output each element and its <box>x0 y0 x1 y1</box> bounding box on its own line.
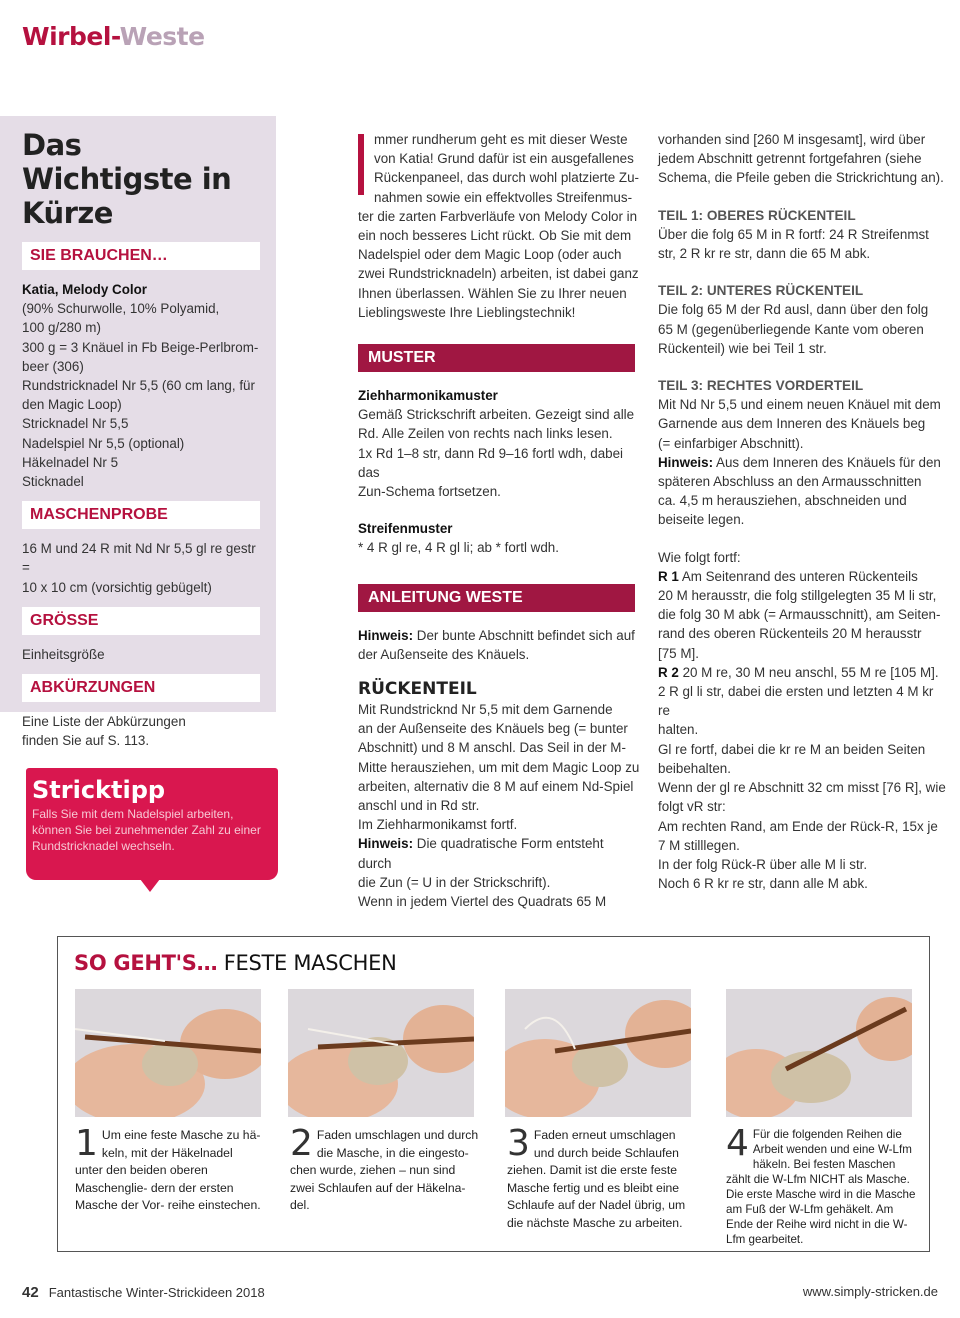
text-line: zwei Rundstricknadeln) arbeiten, ist dabei ganz <box>358 266 639 282</box>
step-text: Um eine feste Masche zu hä- keln, mit der Häkelnadel unter den beiden oberen Maschenglie- dern der ersten Masche der Vor- reihe einstechen. <box>75 1128 261 1212</box>
text-line: Schema, die Pfeile geben die Strickrichtung an). <box>658 170 944 186</box>
howto-title-red: SO GEHT'S… <box>74 951 218 975</box>
info-section <box>22 242 260 491</box>
hinweis-label: Hinweis: <box>658 454 714 470</box>
info-box <box>0 116 276 749</box>
text-line: Wenn der gl re Abschnitt 32 cm misst [76 R], wie <box>658 780 946 796</box>
crochet-photo-3 <box>505 989 691 1117</box>
footer-left <box>22 1284 265 1301</box>
text-line: Rückenteil) wie bei Teil 1 str. <box>658 340 827 356</box>
anleitung-hinweis <box>358 626 640 664</box>
teil2-text <box>658 300 948 358</box>
text-line: beiseite legen. <box>658 512 745 528</box>
streifenmuster-heading: Streifenmuster <box>358 521 453 537</box>
info-line: 16 M und 24 R mit Nd Nr 5,5 gl re gestr = <box>22 541 256 576</box>
rows-instructions <box>658 548 948 894</box>
text-line: späteren Abschluss an den Armausschnitten <box>658 474 922 490</box>
text-line: Ihnen überlassen. Wählen Sie zu Ihrer neuen <box>358 285 627 301</box>
text-line: Lieblingsweste Ihre Lieblingstechnik! <box>358 304 576 320</box>
text-line: 20 M re, 30 M neu anschl, 55 M re [105 M]. <box>678 664 939 680</box>
page-number: 42 <box>22 1284 39 1301</box>
info-section <box>22 501 260 597</box>
rueckenteil-heading: RÜCKENTEIL <box>358 679 477 700</box>
text-line: str, 2 R kr re str, dann die 65 M abk. <box>658 246 871 262</box>
text-line: Wenn in jedem Viertel des Quadrats 65 M <box>358 894 607 910</box>
teil1-heading: TEIL 1: OBERES RÜCKENTEIL <box>658 207 856 223</box>
text-line: Die folg 65 M der Rd ausl, dann über den folg <box>658 302 929 318</box>
text-line: nahmen sowie ein effektvolles Streifenmus- <box>374 189 633 205</box>
text-line: Nadelspiel oder dem Magic Loop (oder auch <box>358 247 622 263</box>
text-line: (= einfarbiger Abschnitt). <box>658 435 804 451</box>
text-line: Die quadratische Form entsteht durch <box>358 836 604 871</box>
text-line: von Katia! Grund dafür ist ein ausgefallenes <box>374 151 634 167</box>
text-line: Aus dem Inneren des Knäuels für den <box>713 454 941 470</box>
step-text: Faden umschlagen und durch die Masche, in die eingesto- chen wurde, ziehen – nun sind zwei Schlaufen auf der Häkelna- del. <box>290 1128 479 1212</box>
text-line: an der Außenseite des Knäuels beg (= bunter <box>358 721 628 737</box>
footer-url[interactable]: www.simply-stricken.de <box>802 1284 938 1299</box>
text-line: In der folg Rück-R über alle M li str. <box>658 856 868 872</box>
info-line: beer (306) <box>22 358 84 374</box>
text-line: Rd. Alle Zeilen von rechts nach links lesen. <box>358 426 613 442</box>
step-3 <box>507 1123 697 1232</box>
muster-heading: MUSTER <box>358 344 635 372</box>
step-4-photo <box>726 989 912 1117</box>
info-section-text <box>22 280 260 491</box>
info-section <box>22 607 260 664</box>
text-line: anschl und in Rd str. <box>358 798 480 814</box>
ziehharmonika-text <box>358 405 640 501</box>
step-4 <box>726 1123 916 1247</box>
info-line: Stricknadel Nr 5,5 <box>22 416 129 432</box>
text-line: 65 M (gegenüberliegende Kante vom oberen <box>658 321 924 337</box>
text-line: jedem Abschnitt getrennt fortgefahren (siehe <box>658 151 922 167</box>
step-number: 2 <box>290 1123 313 1164</box>
intro-continued <box>658 130 948 188</box>
info-box-title: Das Wichtigste in Kürze <box>22 128 232 230</box>
text-line: Zun-Schema fortsetzen. <box>358 484 501 500</box>
page-header-title <box>22 22 205 51</box>
info-line: 10 x 10 cm (vorsichtig gebügelt) <box>22 579 212 595</box>
text-line: rand des oberen Rückenteils 20 M herausstr <box>658 626 922 642</box>
teil3-text <box>658 395 948 529</box>
column-3 <box>658 130 948 893</box>
step-3-photo <box>505 989 691 1117</box>
text-line: 2 R gl li str, dabei die ersten und letzten 4 M kr re <box>658 684 934 719</box>
header-title-part2: Weste <box>119 22 205 51</box>
text-line: Gl re fortf, dabei die kr re M an beiden Seiten <box>658 741 926 757</box>
text-line: Der bunte Abschnitt befindet sich auf <box>413 627 635 643</box>
info-line: Nadelspiel Nr 5,5 (optional) <box>22 435 185 451</box>
column-2 <box>358 130 640 911</box>
crochet-photo-4 <box>726 989 912 1117</box>
drop-cap-bar <box>358 134 364 195</box>
info-line: Rundstricknadel Nr 5,5 (60 cm lang, für <box>22 378 255 394</box>
text-line: vorhanden sind [260 M insgesamt], wird über <box>658 132 926 147</box>
info-section-head: ABKÜRZUNGEN <box>22 674 260 702</box>
howto-title-rest: FESTE MASCHEN <box>217 951 397 975</box>
step-number: 1 <box>75 1123 98 1164</box>
text-line: Am Seitenrand des unteren Rückenteils <box>678 568 918 584</box>
text-line: Gemäß Strickschrift arbeiten. Gezeigt sind alle <box>358 407 635 423</box>
crochet-photo-1 <box>75 989 261 1117</box>
hinweis-label: Hinweis: <box>358 836 414 852</box>
text-line: 20 M herausstr, die folg stillgelegten 35 M li str, <box>658 588 937 604</box>
text-line: ein noch besseres Licht rückt. Ob Sie mit dem <box>358 228 632 244</box>
text-line: 1x Rd 1–8 str, dann Rd 9–16 fortl wdh, dabei das <box>358 445 624 480</box>
text-line: beibehalten. <box>658 760 731 776</box>
info-section-text <box>22 645 260 664</box>
info-section-text <box>22 712 260 750</box>
info-section-head: MASCHENPROBE <box>22 501 260 529</box>
text-line: Noch 6 R kr re str, dann alle M abk. <box>658 876 868 892</box>
text-line: Über die folg 65 M in R fortf: 24 R Streifenmst <box>658 226 929 242</box>
info-line: Einheitsgröße <box>22 646 105 662</box>
text-line: der Außenseite des Knäuels. <box>358 646 530 662</box>
step-number: 4 <box>726 1123 749 1164</box>
yarn-name: Katia, Melody Color <box>22 282 147 297</box>
info-line: den Magic Loop) <box>22 397 122 413</box>
crochet-photo-2 <box>288 989 474 1117</box>
text-line: die Zun (= U in der Strickschrift). <box>358 874 551 890</box>
text-line: ca. 4,5 m herausziehen, abschneiden und <box>658 493 907 509</box>
step-text: Für die folgenden Reihen die Arbeit wenden und eine W-Lfm häkeln. Bei festen Maschen zählt die W-Lfm NICHT als Masche. Die erste Masche wird in die Masche am Fuß der W-Lfm gehäkelt. Am Ende der Reihe wird nicht in die W-Lfm gearbeitet. <box>726 1128 916 1246</box>
info-line: Eine Liste der Abkürzungen <box>22 714 186 730</box>
info-line: 100 g/280 m) <box>22 320 101 336</box>
stricktipp-title: Stricktipp <box>32 776 166 804</box>
info-line: Sticknadel <box>22 474 84 490</box>
step-text: Faden erneut umschlagen und durch beide Schlaufen ziehen. Damit ist die erste feste Masche fertig und es bleibt eine Schlaufe auf der Nadel übrig, um die nächste Masche zu arbeiten. <box>507 1128 686 1230</box>
info-line: finden Sie auf S. 113. <box>22 733 150 749</box>
header-title-part1: Wirbel- <box>22 22 120 51</box>
text-line: Wie folgt fortf: <box>658 549 741 565</box>
step-2 <box>290 1123 480 1215</box>
info-section <box>22 674 260 750</box>
row-label: R 2 <box>658 664 679 680</box>
howto-title <box>74 951 397 975</box>
ziehharmonika-heading: Ziehharmonikamuster <box>358 388 498 404</box>
rueckenteil-text <box>358 700 640 911</box>
teil1-text <box>658 225 948 263</box>
step-1 <box>75 1123 261 1215</box>
text-line: die folg 30 M abk (= Armausschnitt), am Seiten- <box>658 607 941 623</box>
text-line: ter die zarten Farbverläufe von Melody Color in <box>358 208 638 224</box>
text-line: Mit Rundstricknd Nr 5,5 mit dem Garnende <box>358 702 613 718</box>
text-line: [75 M]. <box>658 645 699 661</box>
text-line: Am rechten Rand, am Ende der Rück-R, 15x je <box>658 818 938 834</box>
magazine-name: Fantastische Winter-Strickideen 2018 <box>48 1285 265 1300</box>
stricktipp-text: Falls Sie mit dem Nadelspiel arbeiten, können Sie bei zunehmender Zahl zu einer Rundstricknadel wechseln. <box>32 807 261 853</box>
text-line: mmer rundherum geht es mit dieser Weste <box>374 132 628 147</box>
text-line: arbeiten, alternativ die 8 M auf einem Nd-Spiel <box>358 778 634 794</box>
text-line: 7 M stilllegen. <box>658 837 740 853</box>
text-line: Mitte herausziehen, um mit dem Magic Loop zu <box>358 759 640 775</box>
info-line: Häkelnadel Nr 5 <box>22 454 119 470</box>
info-section-text <box>22 539 260 597</box>
text-line: Abschnitt) und 8 M anschl. Das Seil in der M- <box>358 740 626 756</box>
teil3-heading: TEIL 3: RECHTES VORDERTEIL <box>658 378 864 394</box>
teil2-heading: TEIL 2: UNTERES RÜCKENTEIL <box>658 283 864 299</box>
text-line: halten. <box>658 722 699 738</box>
step-number: 3 <box>507 1123 530 1164</box>
hinweis-label: Hinweis: <box>358 627 414 643</box>
stricktipp-box <box>26 768 278 880</box>
text-line: Rückenpaneel, das durch wohl platzierte Zu- <box>374 170 639 186</box>
step-2-photo <box>288 989 474 1117</box>
text-line: folgt vR str: <box>658 799 726 815</box>
step-1-photo <box>75 989 261 1117</box>
info-section-head: GRÖSSE <box>22 607 260 635</box>
text-line: Garnende aus dem Inneren des Knäuels beg <box>658 416 926 432</box>
info-line: (90% Schurwolle, 10% Polyamid, <box>22 301 220 317</box>
intro-text <box>358 130 640 322</box>
anleitung-heading: ANLEITUNG WESTE <box>358 584 635 612</box>
info-section-head: SIE BRAUCHEN… <box>22 242 260 270</box>
text-line: Mit Nd Nr 5,5 und einem neuen Knäuel mit dem <box>658 397 941 413</box>
row-label: R 1 <box>658 568 679 584</box>
streifenmuster-text: * 4 R gl re, 4 R gl li; ab * fortl wdh. <box>358 540 559 556</box>
text-line: Im Ziehharmonikamst fortf. <box>358 817 518 833</box>
info-line: 300 g = 3 Knäuel in Fb Beige-Perlbrom- <box>22 339 259 355</box>
howto-box <box>57 936 930 1252</box>
